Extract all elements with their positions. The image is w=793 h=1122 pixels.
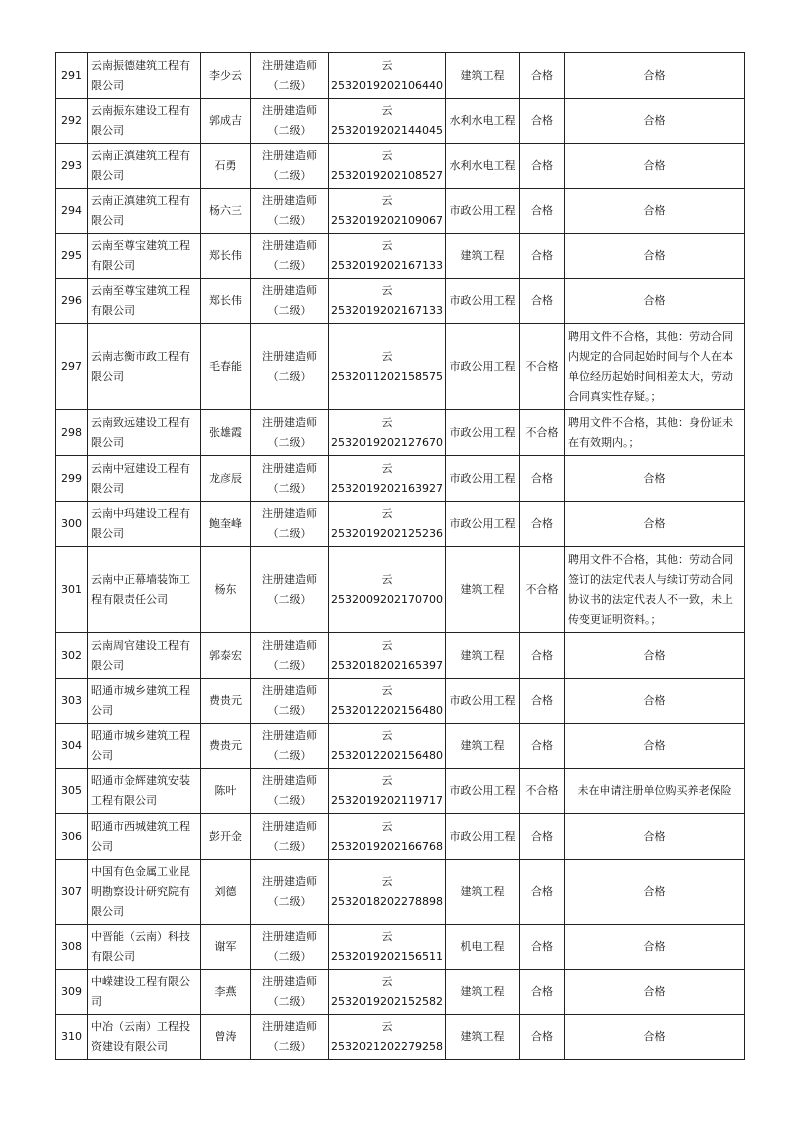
- person-name: 龙彦辰: [201, 456, 251, 502]
- qualification: [251, 679, 329, 724]
- company-name: 云南至尊宝建筑工程有限公司: [88, 234, 201, 279]
- table-row: [56, 99, 745, 144]
- review-result: 合格: [519, 502, 564, 547]
- qualification-title: 注册建造师: [262, 774, 317, 787]
- qualification-level: （二级）: [267, 794, 312, 807]
- review-result: 不合格: [519, 547, 564, 633]
- person-name: 刘德: [201, 860, 251, 925]
- row-number: 299: [56, 456, 88, 502]
- qualification-level: （二级）: [267, 481, 312, 495]
- company-name: 中嵘建设工程有限公司: [88, 970, 201, 1015]
- qualification-level: （二级）: [267, 749, 312, 762]
- person-name: 陈叶: [201, 769, 251, 814]
- review-result: 合格: [519, 456, 564, 502]
- table-body: [56, 53, 745, 1060]
- company-name: 中国有色金属工业昆明勘察设计研究院有限公司: [88, 860, 201, 925]
- review-result: 合格: [519, 679, 564, 724]
- certificate: [329, 502, 446, 547]
- company-name: 云南正滇建筑工程有限公司: [88, 189, 201, 234]
- review-result: 合格: [519, 724, 564, 769]
- specialty: 市政公用工程: [445, 279, 519, 324]
- specialty: 市政公用工程: [445, 456, 519, 502]
- certificate: [329, 53, 446, 99]
- person-name: 费贵元: [201, 724, 251, 769]
- person-name: 谢军: [201, 925, 251, 970]
- row-number: 295: [56, 234, 88, 279]
- specialty: 市政公用工程: [445, 679, 519, 724]
- specialty: 建筑工程: [445, 860, 519, 925]
- qualification-title: 注册建造师: [262, 572, 317, 586]
- row-number: 310: [56, 1015, 88, 1060]
- certificate-number: 2532019202166768: [331, 839, 443, 853]
- qualification: [251, 814, 329, 860]
- review-result: 不合格: [519, 410, 564, 456]
- qualification-title: 注册建造师: [262, 239, 317, 252]
- qualification-level: （二级）: [267, 704, 312, 717]
- specialty: 市政公用工程: [445, 769, 519, 814]
- qualification: [251, 633, 329, 679]
- qualification-level: （二级）: [267, 995, 312, 1008]
- review-result: 合格: [519, 53, 564, 99]
- row-number: 307: [56, 860, 88, 925]
- table-row: [56, 502, 745, 547]
- review-result: 合格: [519, 970, 564, 1015]
- qualification: [251, 724, 329, 769]
- certificate-number: 2532019202119717: [331, 794, 443, 807]
- qualification: [251, 970, 329, 1015]
- review-remark: 合格: [564, 234, 744, 279]
- qualification-level: （二级）: [267, 839, 312, 853]
- certificate-region: 云: [381, 349, 393, 363]
- qualification-title: 注册建造师: [262, 194, 317, 207]
- registration-review-table: [55, 52, 745, 1060]
- certificate: [329, 814, 446, 860]
- review-result: 合格: [519, 925, 564, 970]
- qualification-title: 注册建造师: [262, 461, 317, 475]
- qualification-title: 注册建造师: [262, 415, 317, 429]
- table-row: [56, 53, 745, 99]
- company-name: 云南周官建设工程有限公司: [88, 633, 201, 679]
- row-number: 297: [56, 324, 88, 410]
- certificate-region: 云: [381, 729, 393, 742]
- certificate: [329, 189, 446, 234]
- company-name: 云南致远建设工程有限公司: [88, 410, 201, 456]
- company-name: 云南振德建筑工程有限公司: [88, 53, 201, 99]
- certificate-region: 云: [381, 684, 393, 697]
- certificate-number: 2532011202158575: [331, 369, 443, 383]
- certificate-region: 云: [381, 58, 393, 72]
- qualification: [251, 189, 329, 234]
- row-number: 294: [56, 189, 88, 234]
- company-name: 中晋能（云南）科技有限公司: [88, 925, 201, 970]
- review-remark: 合格: [564, 860, 744, 925]
- specialty: 建筑工程: [445, 1015, 519, 1060]
- certificate: [329, 925, 446, 970]
- company-name: 云南中冠建设工程有限公司: [88, 456, 201, 502]
- review-remark: 合格: [564, 970, 744, 1015]
- qualification-level: （二级）: [267, 895, 312, 908]
- qualification-title: 注册建造师: [262, 1020, 317, 1033]
- qualification-title: 注册建造师: [262, 819, 317, 833]
- certificate: [329, 724, 446, 769]
- person-name: 杨六三: [201, 189, 251, 234]
- certificate-number: 2532019202106440: [331, 78, 443, 92]
- certificate-region: 云: [381, 638, 393, 652]
- review-result: 合格: [519, 234, 564, 279]
- review-remark: 合格: [564, 279, 744, 324]
- qualification-level: （二级）: [267, 592, 312, 606]
- certificate: [329, 324, 446, 410]
- review-result: 合格: [519, 814, 564, 860]
- qualification: [251, 279, 329, 324]
- qualification-level: （二级）: [267, 124, 312, 137]
- review-result: 合格: [519, 99, 564, 144]
- certificate-number: 2532019202152582: [331, 995, 443, 1008]
- row-number: 292: [56, 99, 88, 144]
- table-row: [56, 769, 745, 814]
- review-result: 合格: [519, 144, 564, 189]
- certificate-number: 2532018202278898: [331, 895, 443, 908]
- qualification-level: （二级）: [267, 435, 312, 449]
- table-row: [56, 724, 745, 769]
- table-row: [56, 970, 745, 1015]
- qualification-level: （二级）: [267, 1040, 312, 1053]
- certificate-number: 2532012202156480: [331, 749, 443, 762]
- qualification-level: （二级）: [267, 78, 312, 92]
- specialty: 市政公用工程: [445, 814, 519, 860]
- certificate: [329, 99, 446, 144]
- certificate-number: 2532019202167133: [331, 304, 443, 317]
- certificate: [329, 456, 446, 502]
- company-name: 云南志衡市政工程有限公司: [88, 324, 201, 410]
- qualification-title: 注册建造师: [262, 58, 317, 72]
- certificate-region: 云: [381, 461, 393, 475]
- certificate-region: 云: [381, 149, 393, 162]
- qualification-title: 注册建造师: [262, 349, 317, 363]
- person-name: 曾涛: [201, 1015, 251, 1060]
- qualification: [251, 769, 329, 814]
- person-name: 张雄霞: [201, 410, 251, 456]
- row-number: 304: [56, 724, 88, 769]
- company-name: 云南至尊宝建筑工程有限公司: [88, 279, 201, 324]
- qualification-level: （二级）: [267, 527, 312, 540]
- person-name: 鲍奎峰: [201, 502, 251, 547]
- review-remark: 合格: [564, 99, 744, 144]
- specialty: 水利水电工程: [445, 99, 519, 144]
- table-row: [56, 456, 745, 502]
- qualification: [251, 99, 329, 144]
- qualification-level: （二级）: [267, 369, 312, 383]
- person-name: 彭开金: [201, 814, 251, 860]
- certificate-region: 云: [381, 819, 393, 833]
- qualification: [251, 1015, 329, 1060]
- table-row: [56, 633, 745, 679]
- qualification-title: 注册建造师: [262, 149, 317, 162]
- specialty: 机电工程: [445, 925, 519, 970]
- table-row: [56, 234, 745, 279]
- qualification: [251, 53, 329, 99]
- review-remark: 合格: [564, 679, 744, 724]
- certificate-number: 2532019202167133: [331, 259, 443, 272]
- row-number: 301: [56, 547, 88, 633]
- review-remark: 合格: [564, 814, 744, 860]
- certificate: [329, 234, 446, 279]
- table-row: [56, 925, 745, 970]
- qualification-level: （二级）: [267, 214, 312, 227]
- review-remark: 合格: [564, 53, 744, 99]
- certificate-number: 2532019202144045: [331, 124, 443, 137]
- specialty: 建筑工程: [445, 633, 519, 679]
- certificate-number: 2532021202279258: [331, 1040, 443, 1053]
- review-remark: 合格: [564, 925, 744, 970]
- qualification: [251, 410, 329, 456]
- table-row: [56, 144, 745, 189]
- qualification-title: 注册建造师: [262, 975, 317, 988]
- qualification: [251, 324, 329, 410]
- company-name: 云南中正幕墙装饰工程有限责任公司: [88, 547, 201, 633]
- review-remark: 聘用文件不合格，其他：劳动合同签订的法定代表人与续订劳动合同协议书的法定代表人不一致，未上传变更证明资料。；: [564, 547, 744, 633]
- person-name: 费贵元: [201, 679, 251, 724]
- table-row: [56, 547, 745, 633]
- certificate-number: 2532019202125236: [331, 527, 443, 540]
- company-name: 中冶（云南）工程投资建设有限公司: [88, 1015, 201, 1060]
- certificate-region: 云: [381, 774, 393, 787]
- certificate-region: 云: [381, 930, 393, 943]
- certificate: [329, 860, 446, 925]
- certificate-region: 云: [381, 875, 393, 888]
- table-row: [56, 279, 745, 324]
- qualification: [251, 547, 329, 633]
- certificate-number: 2532018202165397: [331, 658, 443, 672]
- specialty: 建筑工程: [445, 724, 519, 769]
- review-result: 合格: [519, 633, 564, 679]
- row-number: 293: [56, 144, 88, 189]
- review-remark: 合格: [564, 144, 744, 189]
- qualification-title: 注册建造师: [262, 684, 317, 697]
- person-name: 杨东: [201, 547, 251, 633]
- certificate-number: 2532009202170700: [331, 592, 443, 606]
- review-result: 不合格: [519, 769, 564, 814]
- qualification-title: 注册建造师: [262, 104, 317, 117]
- certificate: [329, 410, 446, 456]
- qualification-level: （二级）: [267, 658, 312, 672]
- review-result: 合格: [519, 279, 564, 324]
- review-remark: 合格: [564, 1015, 744, 1060]
- review-remark: 聘用文件不合格，其他：身份证未在有效期内。；: [564, 410, 744, 456]
- table-row: [56, 324, 745, 410]
- person-name: 毛春能: [201, 324, 251, 410]
- review-remark: 合格: [564, 456, 744, 502]
- certificate-number: 2532019202127670: [331, 435, 443, 449]
- review-result: 不合格: [519, 324, 564, 410]
- certificate-region: 云: [381, 507, 393, 520]
- person-name: 石勇: [201, 144, 251, 189]
- certificate-region: 云: [381, 239, 393, 252]
- qualification-title: 注册建造师: [262, 729, 317, 742]
- qualification: [251, 925, 329, 970]
- row-number: 308: [56, 925, 88, 970]
- qualification: [251, 234, 329, 279]
- qualification-title: 注册建造师: [262, 638, 317, 652]
- company-name: 昭通市城乡建筑工程公司: [88, 679, 201, 724]
- qualification-title: 注册建造师: [262, 284, 317, 297]
- row-number: 300: [56, 502, 88, 547]
- qualification-level: （二级）: [267, 304, 312, 317]
- review-remark: 未在申请注册单位购买养老保险: [564, 769, 744, 814]
- certificate-number: 2532019202156511: [331, 950, 443, 963]
- certificate: [329, 769, 446, 814]
- certificate-region: 云: [381, 1020, 393, 1033]
- person-name: 郑长伟: [201, 279, 251, 324]
- certificate: [329, 1015, 446, 1060]
- table-row: [56, 189, 745, 234]
- person-name: 李燕: [201, 970, 251, 1015]
- review-remark: 合格: [564, 189, 744, 234]
- certificate-number: 2532019202163927: [331, 481, 443, 495]
- qualification-level: （二级）: [267, 259, 312, 272]
- table-row: [56, 1015, 745, 1060]
- row-number: 305: [56, 769, 88, 814]
- company-name: 昭通市城乡建筑工程公司: [88, 724, 201, 769]
- qualification: [251, 860, 329, 925]
- row-number: 309: [56, 970, 88, 1015]
- specialty: 建筑工程: [445, 970, 519, 1015]
- company-name: 云南正滇建筑工程有限公司: [88, 144, 201, 189]
- row-number: 306: [56, 814, 88, 860]
- certificate-region: 云: [381, 572, 393, 586]
- specialty: 建筑工程: [445, 234, 519, 279]
- review-remark: 合格: [564, 633, 744, 679]
- certificate-number: 2532019202108527: [331, 169, 443, 182]
- qualification: [251, 456, 329, 502]
- specialty: 建筑工程: [445, 53, 519, 99]
- company-name: 云南振东建设工程有限公司: [88, 99, 201, 144]
- row-number: 291: [56, 53, 88, 99]
- specialty: 市政公用工程: [445, 410, 519, 456]
- person-name: 李少云: [201, 53, 251, 99]
- certificate: [329, 547, 446, 633]
- qualification: [251, 502, 329, 547]
- table-row: [56, 410, 745, 456]
- qualification-title: 注册建造师: [262, 507, 317, 520]
- qualification-title: 注册建造师: [262, 875, 317, 888]
- certificate: [329, 633, 446, 679]
- certificate-region: 云: [381, 194, 393, 207]
- row-number: 296: [56, 279, 88, 324]
- review-remark: 合格: [564, 502, 744, 547]
- person-name: 郑长伟: [201, 234, 251, 279]
- table-row: [56, 860, 745, 925]
- company-name: 昭通市金辉建筑安装工程有限公司: [88, 769, 201, 814]
- certificate: [329, 279, 446, 324]
- specialty: 建筑工程: [445, 547, 519, 633]
- row-number: 303: [56, 679, 88, 724]
- row-number: 298: [56, 410, 88, 456]
- certificate-number: 2532012202156480: [331, 704, 443, 717]
- qualification: [251, 144, 329, 189]
- review-remark: 合格: [564, 724, 744, 769]
- qualification-level: （二级）: [267, 950, 312, 963]
- certificate-region: 云: [381, 284, 393, 297]
- certificate-number: 2532019202109067: [331, 214, 443, 227]
- certificate: [329, 679, 446, 724]
- review-result: 合格: [519, 860, 564, 925]
- review-remark: 聘用文件不合格，其他：劳动合同内规定的合同起始时间与个人在本单位经历起始时间相差太大，劳动合同真实性存疑。；: [564, 324, 744, 410]
- company-name: 云南中玛建设工程有限公司: [88, 502, 201, 547]
- table-row: [56, 679, 745, 724]
- review-result: 合格: [519, 1015, 564, 1060]
- row-number: 302: [56, 633, 88, 679]
- qualification-level: （二级）: [267, 169, 312, 182]
- certificate-region: 云: [381, 415, 393, 429]
- qualification-title: 注册建造师: [262, 930, 317, 943]
- company-name: 昭通市西城建筑工程公司: [88, 814, 201, 860]
- person-name: 郭泰宏: [201, 633, 251, 679]
- table-row: [56, 814, 745, 860]
- certificate: [329, 144, 446, 189]
- specialty: 市政公用工程: [445, 502, 519, 547]
- specialty: 市政公用工程: [445, 324, 519, 410]
- review-result: 合格: [519, 189, 564, 234]
- person-name: 郭成吉: [201, 99, 251, 144]
- certificate: [329, 970, 446, 1015]
- certificate-region: 云: [381, 975, 393, 988]
- specialty: 市政公用工程: [445, 189, 519, 234]
- certificate-region: 云: [381, 104, 393, 117]
- specialty: 水利水电工程: [445, 144, 519, 189]
